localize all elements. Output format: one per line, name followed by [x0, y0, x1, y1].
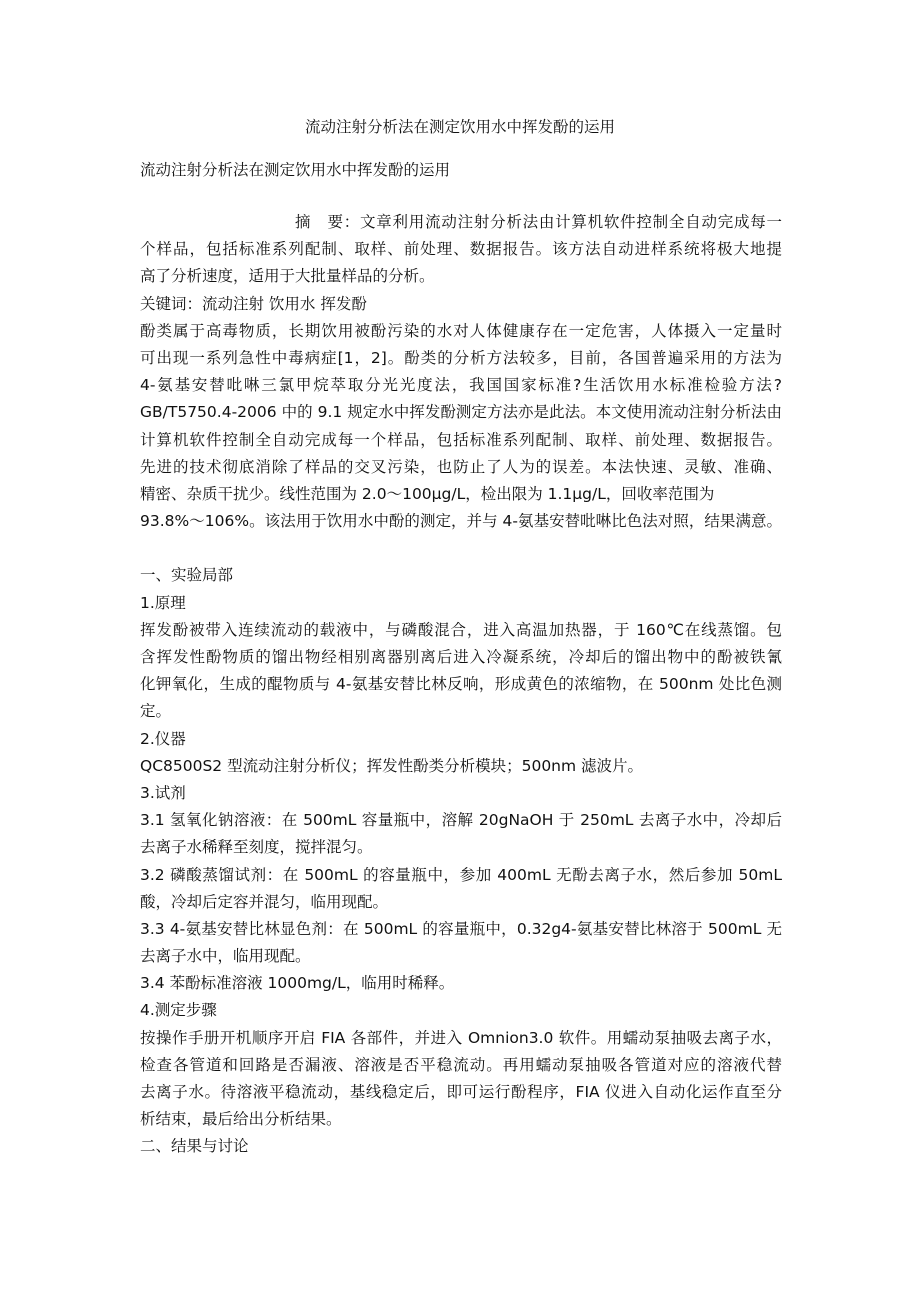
- reagent-3-1: [140, 807, 782, 861]
- document-title: 流动注射分析法在测定饮用水中挥发酚的运用: [304, 118, 615, 136]
- text-line: 酸，冷却后定容并混匀，临用现配。: [140, 892, 389, 911]
- subsection-procedure: [140, 997, 782, 1024]
- text-line: 含挥发性酚物质的馏出物经相别离器别离后进入冷凝系统，冷却后的馏出物中的酚被铁氰: [140, 648, 782, 666]
- text-line: 析结束，最后给出分析结果。: [140, 1110, 342, 1129]
- text-line: 3.试剂: [140, 783, 186, 802]
- text-line: 化钾氧化，生成的醌物质与 4-氨基安替比林反响，形成黄色的浓缩物，在 500nm 处比色测: [140, 675, 782, 694]
- abstract: [140, 209, 782, 291]
- text-line: 去离子水稀释至刻度，搅拌混匀。: [140, 838, 373, 857]
- text-line: 酚类属于高毒物质，长期饮用被酚污染的水对人体健康存在一定危害，人体摄入一定量时: [140, 321, 782, 340]
- text-line: 1.原理: [140, 593, 186, 612]
- blank: [140, 535, 782, 562]
- reagent-3-3: [140, 916, 782, 970]
- text-line: 定。: [140, 702, 172, 721]
- document-subtitle: 流动注射分析法在测定饮用水中挥发酚的运用: [140, 161, 451, 179]
- subsection-instrument: [140, 726, 782, 753]
- section-1-heading: [140, 562, 782, 589]
- text-line: 检查各管道和回路是否漏液、溶液是否平稳流动。再用蠕动泵抽吸各管道对应的溶液代替: [140, 1055, 782, 1074]
- text-line: 精密、杂质干扰少。线性范围为 2.0～100μg/L，检出限为 1.1μg/L，回收率范围为: [140, 484, 715, 503]
- text-line: 去离子水中，临用现配。: [140, 947, 311, 966]
- text-line: 去离子水。待溶液平稳流动，基线稳定后，即可运行酚程序，FIA 仪进入自动化运作直至分: [140, 1083, 782, 1101]
- text-line: 93.8%～106%。该法用于饮用水中酚的测定，并与 4-氨基安替吡啉比色法对照，结果满意。: [140, 512, 782, 531]
- text-line: 关键词：流动注射 饮用水 挥发酚: [140, 294, 367, 313]
- text-line: 计算机软件控制全自动完成每一个样品，包括标准系列配制、取样、前处理、数据报告。: [140, 430, 782, 449]
- text-line: 可出现一系列急性中毒病症[1，2]。酚类的分析方法较多，目前，各国普遍采用的方法为: [140, 348, 782, 367]
- text-line: 2.仪器: [140, 729, 186, 748]
- reagent-3-2: [140, 862, 782, 916]
- text-line: 二、结果与讨论: [140, 1137, 249, 1156]
- text-line: 先进的技术彻底消除了样品的交叉污染，也防止了人为的误差。本法快速、灵敏、准确、: [140, 457, 782, 476]
- keywords: [140, 291, 782, 318]
- text-line: 3.2 磷酸蒸馏试剂：在 500mL 的容量瓶中，参加 400mL 无酚去离子水，然后参加 50mL: [140, 865, 782, 884]
- text-line: QC8500S2 型流动注射分析仪；挥发性酚类分析模块；500nm 滤波片。: [140, 756, 644, 775]
- intro-paragraph: [140, 318, 782, 536]
- text-line: GB/T5750.4-2006 中的 9.1 规定水中挥发酚测定方法亦是此法。本文使用流动注射分析法由: [140, 403, 782, 422]
- text-line: 3.4 苯酚标准溶液 1000mg/L，临用时稀释。: [140, 974, 455, 993]
- text-line: 一、实验局部: [140, 566, 234, 585]
- document-body: [140, 209, 782, 1161]
- subsection-principle: [140, 590, 782, 617]
- principle-paragraph: [140, 617, 782, 726]
- text-line: 4-氨基安替吡啉三氯甲烷萃取分光光度法，我国国家标准?生活饮用水标准检验方法?: [140, 376, 782, 395]
- section-2-heading: [140, 1133, 782, 1160]
- instrument-paragraph: [140, 753, 782, 780]
- subsection-reagents: [140, 780, 782, 807]
- text-line: 个样品，包括标准系列配制、取样、前处理、数据报告。该方法自动进样系统将极大地提: [140, 240, 782, 259]
- text-line: 4.测定步骤: [140, 1001, 217, 1020]
- text-line: 挥发酚被带入连续流动的载液中，与磷酸混合，进入高温加热器，于 160℃在线蒸馏。包: [140, 620, 782, 639]
- procedure-paragraph: [140, 1025, 782, 1134]
- reagent-3-4: [140, 970, 782, 997]
- text-line: 按操作手册开机顺序开启 FIA 各部件，并进入 Omnion3.0 软件。用蠕动泵抽吸去离子水，: [140, 1028, 782, 1047]
- text-line: 高了分析速度，适用于大批量样品的分析。: [140, 267, 435, 286]
- text-line: 3.3 4-氨基安替比林显色剂：在 500mL 的容量瓶中，0.32g4-氨基安替比林溶于 500mL 无: [140, 919, 782, 938]
- text-line: 摘 要：文章利用流动注射分析法由计算机软件控制全自动完成每一: [295, 213, 782, 231]
- text-line: 3.1 氢氧化钠溶液：在 500mL 容量瓶中，溶解 20gNaOH 于 250mL 去离子水中，冷却后: [140, 811, 782, 830]
